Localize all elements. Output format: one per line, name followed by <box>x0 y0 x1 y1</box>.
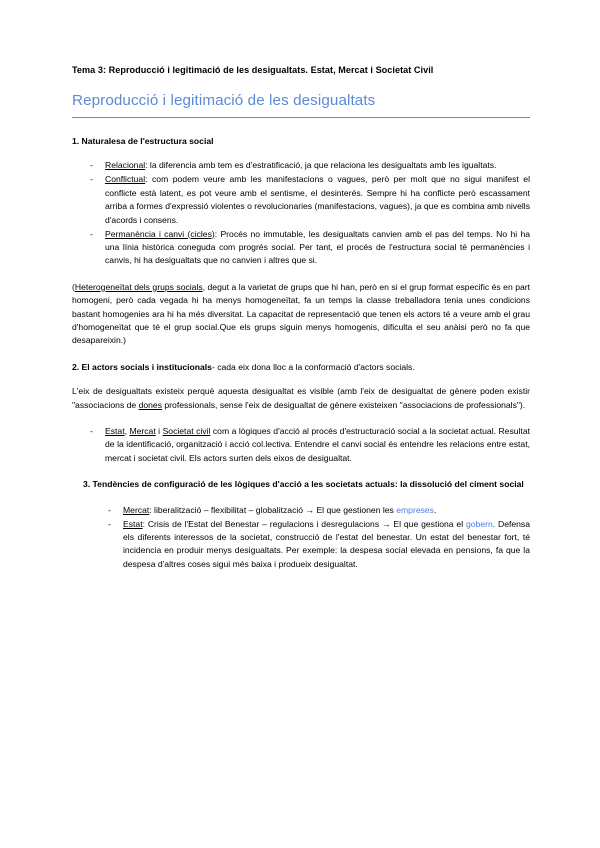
bullet-term-estat: Estat <box>105 426 125 437</box>
document-title: Tema 3: Reproducció i legitimació de les desigualtats. Estat, Mercat i Societat Civil <box>72 65 434 75</box>
bullet-term: Permanència i canvi (cicles) <box>105 228 215 239</box>
bullet-sep: i <box>155 426 163 437</box>
paragraph-term: Heterogeneïtat dels grups socials <box>74 281 203 292</box>
list-item <box>72 159 530 172</box>
link-gobern[interactable]: gobern <box>465 518 493 529</box>
bullet-term-societat-civil: Societat civil <box>162 426 211 437</box>
section-2-heading <box>72 361 530 373</box>
bullet-term-mercat: Mercat <box>129 426 156 437</box>
section-2-bullet-list <box>72 425 530 465</box>
list-item <box>90 518 530 572</box>
section-2-paragraph <box>72 385 530 412</box>
section-3-heading: 3. Tendències de configuració de les lògiques d'acció a les societats actuals: la dissolució del ciment social <box>83 479 524 490</box>
bullet-term: Conflictual <box>105 174 146 185</box>
section-3-bullet-list <box>72 504 530 572</box>
paragraph-underlined-word: dones <box>138 399 163 410</box>
bullet-text-end: . Defensa els diferents interessos de la societat, construcció de l'estat del benestar. Un estat del benestar fort, té incidencia en produir menys desigualtats. Per exemple: la despesa social elevada en pensions, fa que la despesa d'altres coses sigui més baixa i produeix desigualtat. <box>123 518 530 569</box>
bullet-text: : la diferencia amb tem es d'estratificació, ja que relaciona les desigualtats amb les igualtats. <box>145 160 497 171</box>
paren-open: ( <box>72 281 75 292</box>
bullet-text-end: . <box>433 504 437 515</box>
title-divider <box>72 117 530 118</box>
section-1-bullet-list <box>72 159 530 267</box>
list-item <box>90 504 530 517</box>
bullet-term: Relacional <box>105 160 146 171</box>
bullet-sep: , <box>124 426 130 437</box>
bullet-term-mercat: Mercat <box>123 504 150 515</box>
bullet-text: com a lògiques d'acció al procés d'estructuració social a la societat actual. Resultat de la identificació, organització i acció col.lectiva. Entendre el canvi social és entendre les relacions entre estat, mercat i societat civil. Els actors surten dels eixos de desigualtat. <box>105 426 530 463</box>
section-1-heading: 1. Naturalesa de l'estructura social <box>72 136 214 147</box>
heterogeneity-paragraph <box>72 281 530 348</box>
list-item <box>72 173 530 227</box>
document-subtitle: Reproducció i legitimació de les desigualtats <box>72 92 376 110</box>
paragraph-text: , degut a la varietat de grups que hi han, però en si el grup format especific és en part homogeni, però cada vegada hi ha menys homogeneïtat, fa un temps la classe treballadora tenia unes condicions bastant homogenies ara hi ha més diversitat. La capacitat de representació que tenen els actors té a veure amb el grau d'homogeneïtat que té el grup social.Que els grups siguin menys homogenis, dificulta el seu anàisi però no fa que desapareixin.) <box>72 281 530 346</box>
section-2-heading-bold: 2. El actors socials i institucionals <box>72 361 212 372</box>
bullet-text: : com podem veure amb les manifestacions o vagues, però per molt que no sigui manifest el conflicte està latent, es pot veure amb el sentisme, el desinterés. Sempre hi ha conflicte però escassament arriba a formes d'expressió violentes o revolucionaries (manifestacions, vagues), ja que es combina amb nivells d'acords i consens. <box>105 174 530 225</box>
bullet-term-estat: Estat <box>123 518 143 529</box>
paragraph-text-end: professionals, sense l'eix de desigualtat de gènere existeixen "associacions de professionals"). <box>162 399 526 410</box>
list-item <box>72 228 530 268</box>
list-item <box>72 425 530 465</box>
paragraph-text-start: L'eix de desigualtats existeix perquè aquesta desigualtat es visible (amb l'eix de desigualtat de gènere poden existir "associacions de <box>72 386 530 410</box>
bullet-text: : Crisis de l'Estat del Benestar – regulacions i desregulacions → El que gestiona el <box>142 518 466 529</box>
bullet-text: : Procés no immutable, les desigualtats canvien amb el pas del temps. No hi ha una línia històrica coneguda com progrés social. Per tant, el procés de l'estructura social té permanències i canvis, hi ha desigualtats que no canvien i altres que si. <box>105 228 531 266</box>
section-2-heading-rest: - cada eix dona lloc a la conformació d'actors socials. <box>211 361 415 372</box>
link-empreses[interactable]: empreses <box>396 504 434 515</box>
bullet-text: : liberalització – flexibilitat – globalització → El que gestionen les <box>149 504 397 515</box>
